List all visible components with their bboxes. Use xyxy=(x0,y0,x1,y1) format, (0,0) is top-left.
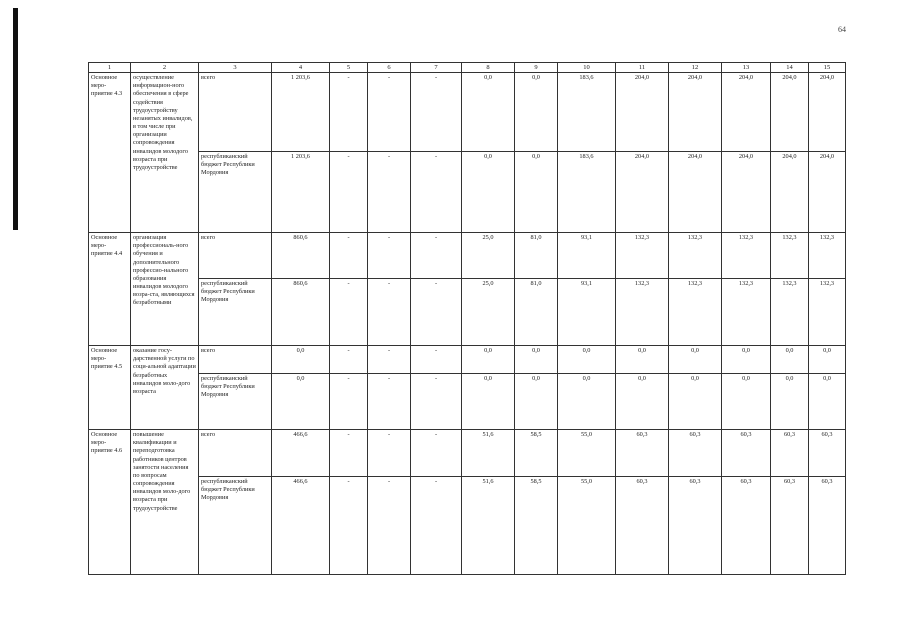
value-cell: 204,0 xyxy=(616,152,669,233)
value-cell: 204,0 xyxy=(809,73,846,152)
value-cell: - xyxy=(368,430,411,477)
value-cell: 0,0 xyxy=(558,346,616,374)
value-cell: - xyxy=(330,152,368,233)
value-cell: - xyxy=(368,152,411,233)
table-row xyxy=(89,477,846,575)
column-header: 1 xyxy=(89,63,131,73)
value-cell: 93,1 xyxy=(558,279,616,346)
value-cell: 132,3 xyxy=(722,233,771,279)
value-cell: 0,0 xyxy=(272,374,330,430)
funding-source-cell: республиканский бюджет Республики Мордовия xyxy=(199,477,272,575)
value-cell: 204,0 xyxy=(669,73,722,152)
header-row xyxy=(89,63,846,73)
value-cell: 60,3 xyxy=(809,430,846,477)
measure-cell: Основное меро- приятие 4.3 xyxy=(89,73,131,233)
value-cell: 132,3 xyxy=(771,279,809,346)
description-cell: осуществление информацион-ного обеспечения в сфере содействия трудоустройству незанятых инвалидов, в том числе при организации сопровождения инвалидов молодого возраста при трудоустройстве xyxy=(131,73,199,233)
value-cell: 60,3 xyxy=(771,430,809,477)
value-cell: 132,3 xyxy=(809,233,846,279)
page-number: 64 xyxy=(838,25,846,34)
value-cell: 60,3 xyxy=(669,430,722,477)
value-cell: 25,0 xyxy=(462,279,515,346)
column-header: 9 xyxy=(515,63,558,73)
value-cell: - xyxy=(330,279,368,346)
value-cell: 204,0 xyxy=(771,152,809,233)
value-cell: 132,3 xyxy=(771,233,809,279)
value-cell: - xyxy=(330,430,368,477)
value-cell: 60,3 xyxy=(809,477,846,575)
funding-source-cell: республиканский бюджет Республики Мордовия xyxy=(199,152,272,233)
value-cell: - xyxy=(368,279,411,346)
value-cell: 55,0 xyxy=(558,477,616,575)
column-header: 5 xyxy=(330,63,368,73)
value-cell: 0,0 xyxy=(722,346,771,374)
description-cell: организация профессиональ-ного обучения и дополнительного профессио-нального образования инвалидов молодого возра-ста, являющихся безработными xyxy=(131,233,199,346)
column-header: 7 xyxy=(411,63,462,73)
column-header: 13 xyxy=(722,63,771,73)
funding-source-cell: всего xyxy=(199,430,272,477)
value-cell: 0,0 xyxy=(515,374,558,430)
column-header: 15 xyxy=(809,63,846,73)
value-cell: 0,0 xyxy=(616,346,669,374)
table-row xyxy=(89,430,846,477)
value-cell: 0,0 xyxy=(462,152,515,233)
description-cell: оказание госу-дарственной услуги по соци-альной адаптации безработных инвалидов моло-дого возраста xyxy=(131,346,199,430)
column-header: 8 xyxy=(462,63,515,73)
table-row xyxy=(89,279,846,346)
value-cell: 25,0 xyxy=(462,233,515,279)
value-cell: 81,0 xyxy=(515,233,558,279)
value-cell: 0,0 xyxy=(809,374,846,430)
column-header: 6 xyxy=(368,63,411,73)
value-cell: 132,3 xyxy=(722,279,771,346)
value-cell: - xyxy=(368,233,411,279)
description-cell: повышение квалификации и переподготовка работников центров занятости населения по вопросам сопровождения инвалидов моло-дого возраста при трудоустройстве xyxy=(131,430,199,575)
funding-source-cell: всего xyxy=(199,73,272,152)
value-cell: - xyxy=(368,346,411,374)
value-cell: 0,0 xyxy=(515,73,558,152)
value-cell: 860,6 xyxy=(272,279,330,346)
value-cell: 0,0 xyxy=(771,374,809,430)
value-cell: 204,0 xyxy=(722,152,771,233)
value-cell: 204,0 xyxy=(809,152,846,233)
value-cell: - xyxy=(411,430,462,477)
value-cell: 0,0 xyxy=(722,374,771,430)
value-cell: 0,0 xyxy=(515,346,558,374)
column-header: 14 xyxy=(771,63,809,73)
column-header: 10 xyxy=(558,63,616,73)
value-cell: - xyxy=(368,477,411,575)
measure-cell: Основное меро- приятие 4.6 xyxy=(89,430,131,575)
value-cell: 204,0 xyxy=(771,73,809,152)
value-cell: - xyxy=(330,374,368,430)
value-cell: 60,3 xyxy=(771,477,809,575)
value-cell: - xyxy=(411,477,462,575)
value-cell: 0,0 xyxy=(558,374,616,430)
value-cell: 0,0 xyxy=(515,152,558,233)
value-cell: 0,0 xyxy=(669,346,722,374)
value-cell: 0,0 xyxy=(462,73,515,152)
table-row xyxy=(89,346,846,374)
value-cell: 81,0 xyxy=(515,279,558,346)
table-row xyxy=(89,73,846,152)
value-cell: - xyxy=(330,233,368,279)
value-cell: 132,3 xyxy=(809,279,846,346)
value-cell: - xyxy=(411,374,462,430)
value-cell: 860,6 xyxy=(272,233,330,279)
table-row xyxy=(89,152,846,233)
table-row xyxy=(89,233,846,279)
value-cell: - xyxy=(330,346,368,374)
value-cell: 183,6 xyxy=(558,73,616,152)
value-cell: 0,0 xyxy=(809,346,846,374)
binding-edge-bar xyxy=(13,8,18,230)
column-header: 11 xyxy=(616,63,669,73)
value-cell: 60,3 xyxy=(616,430,669,477)
table-row xyxy=(89,374,846,430)
value-cell: 0,0 xyxy=(462,374,515,430)
value-cell: 132,3 xyxy=(616,279,669,346)
budget-table xyxy=(88,62,846,575)
value-cell: 93,1 xyxy=(558,233,616,279)
column-header: 4 xyxy=(272,63,330,73)
funding-source-cell: республиканский бюджет Республики Мордовия xyxy=(199,374,272,430)
value-cell: 0,0 xyxy=(272,346,330,374)
column-header: 2 xyxy=(131,63,199,73)
value-cell: 0,0 xyxy=(462,346,515,374)
column-header: 3 xyxy=(199,63,272,73)
value-cell: - xyxy=(411,152,462,233)
column-header: 12 xyxy=(669,63,722,73)
value-cell: 1 203,6 xyxy=(272,73,330,152)
value-cell: 204,0 xyxy=(722,73,771,152)
value-cell: 0,0 xyxy=(771,346,809,374)
measure-cell: Основное меро- приятие 4.5 xyxy=(89,346,131,430)
value-cell: 0,0 xyxy=(616,374,669,430)
value-cell: - xyxy=(368,73,411,152)
value-cell: 58,5 xyxy=(515,430,558,477)
value-cell: 55,0 xyxy=(558,430,616,477)
value-cell: 0,0 xyxy=(669,374,722,430)
value-cell: - xyxy=(411,279,462,346)
funding-source-cell: всего xyxy=(199,346,272,374)
funding-source-cell: всего xyxy=(199,233,272,279)
value-cell: - xyxy=(330,73,368,152)
value-cell: 60,3 xyxy=(669,477,722,575)
value-cell: 204,0 xyxy=(669,152,722,233)
value-cell: 466,6 xyxy=(272,477,330,575)
value-cell: 132,3 xyxy=(616,233,669,279)
value-cell: - xyxy=(411,233,462,279)
value-cell: 60,3 xyxy=(722,477,771,575)
value-cell: 60,3 xyxy=(616,477,669,575)
value-cell: 51,6 xyxy=(462,477,515,575)
value-cell: 51,6 xyxy=(462,430,515,477)
value-cell: 1 203,6 xyxy=(272,152,330,233)
value-cell: - xyxy=(330,477,368,575)
value-cell: 132,3 xyxy=(669,279,722,346)
value-cell: 132,3 xyxy=(669,233,722,279)
value-cell: 466,6 xyxy=(272,430,330,477)
value-cell: - xyxy=(411,73,462,152)
value-cell: 60,3 xyxy=(722,430,771,477)
value-cell: 183,6 xyxy=(558,152,616,233)
value-cell: 204,0 xyxy=(616,73,669,152)
value-cell: - xyxy=(411,346,462,374)
funding-source-cell: республиканский бюджет Республики Мордовия xyxy=(199,279,272,346)
value-cell: - xyxy=(368,374,411,430)
value-cell: 58,5 xyxy=(515,477,558,575)
measure-cell: Основное меро- приятие 4.4 xyxy=(89,233,131,346)
